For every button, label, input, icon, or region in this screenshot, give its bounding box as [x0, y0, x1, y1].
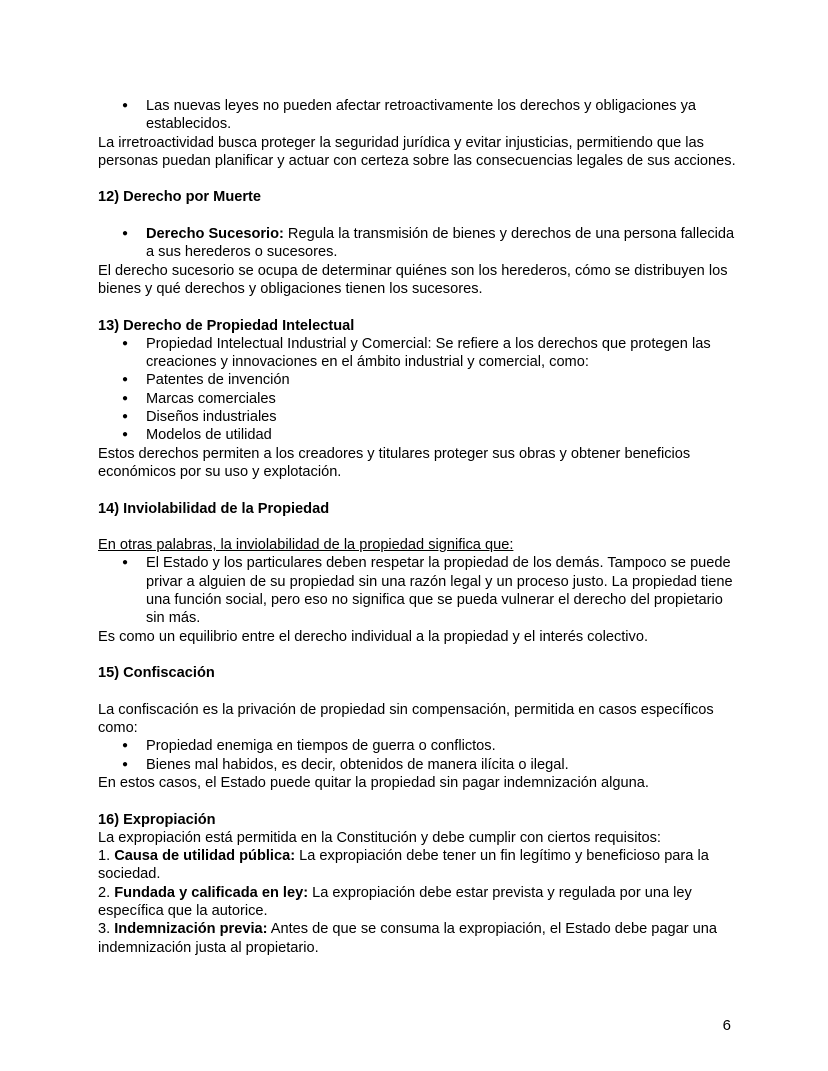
- numbered-item: [98, 884, 738, 921]
- paragraph: Estos derechos permiten a los creadores y titulares proteger sus obras y obtener beneficios económicos por su uso y explotación.: [98, 445, 691, 480]
- list-item: [98, 225, 738, 262]
- s12-list: [98, 225, 738, 262]
- list-item: ● Patentes de invención: [98, 371, 738, 389]
- list-item: ● Diseños industriales: [98, 408, 738, 426]
- bold-term: Indemnización previa:: [114, 921, 268, 938]
- bold-term: Derecho Sucesorio:: [146, 226, 284, 243]
- s14-list: [98, 554, 738, 627]
- list-item: ● Marcas comerciales: [98, 390, 738, 408]
- item-number: 2.: [98, 884, 115, 901]
- numbered-item: [98, 847, 738, 884]
- s13-list: [98, 335, 738, 445]
- underlined-lead: En otras palabras, la inviolabilidad de la propiedad significa que:: [98, 537, 514, 554]
- bold-term: Fundada y calificada en ley:: [114, 884, 309, 901]
- item-text: Antes de que se consuma la expropiación, el Estado debe pagar una indemnización justa al propietario.: [98, 921, 717, 956]
- list-item: ● Modelos de utilidad: [98, 426, 738, 444]
- s15-list: [98, 737, 738, 774]
- section-heading-16: 16) Expropiación: [98, 811, 216, 828]
- list-item: ● El Estado y los particulares deben respetar la propiedad de los demás. Tampoco se puede privar a alguien de su propiedad sin una razón legal y un proceso justo. La propiedad tiene una función social, pero eso no significa que se pueda vulnerar el derecho del propietario sin más.: [98, 554, 738, 627]
- item-text: La expropiación debe tener un fin legítimo y beneficioso para la sociedad.: [98, 848, 709, 883]
- item-number: 1.: [98, 848, 115, 865]
- page-number: 6: [722, 1017, 731, 1034]
- paragraph: La irretroactividad busca proteger la seguridad jurídica y evitar injusticias, permitiendo que las personas puedan planificar y actuar con certeza sobre las consecuencias legales de sus acciones.: [98, 134, 736, 169]
- paragraph: La expropiación está permitida en la Constitución y debe cumplir con ciertos requisitos:: [98, 829, 661, 846]
- item-text: La expropiación debe estar prevista y regulada por una ley específica que la autorice.: [98, 884, 692, 920]
- intro-list: [98, 97, 738, 134]
- page-content: [98, 97, 738, 957]
- section-heading-14: 14) Inviolabilidad de la Propiedad: [98, 500, 330, 517]
- paragraph: En estos casos, el Estado puede quitar la propiedad sin pagar indemnización alguna.: [98, 774, 649, 791]
- list-item-text: Regula la transmisión de bienes y derechos de una persona fallecida a sus herederos o sucesores.: [146, 226, 735, 261]
- section-heading-15: 15) Confiscación: [98, 665, 215, 682]
- list-item: ● Las nuevas leyes no pueden afectar retroactivamente los derechos y obligaciones ya establecidos.: [98, 97, 738, 134]
- list-item: ● Propiedad Intelectual Industrial y Comercial: Se refiere a los derechos que protegen las creaciones y innovaciones en el ámbito industrial y comercial, como:: [98, 335, 738, 372]
- paragraph: El derecho sucesorio se ocupa de determinar quiénes son los herederos, cómo se distribuyen los bienes y qué derechos y obligaciones tienen los sucesores.: [98, 262, 728, 297]
- paragraph: La confiscación es la privación de propiedad sin compensación, permitida en casos específicos como:: [98, 701, 714, 737]
- list-item: ● Bienes mal habidos, es decir, obtenidos de manera ilícita o ilegal.: [98, 756, 738, 774]
- item-number: 3.: [98, 921, 115, 938]
- paragraph: Es como un equilibrio entre el derecho individual a la propiedad y el interés colectivo.: [98, 628, 649, 645]
- bold-term: Causa de utilidad pública:: [114, 848, 296, 865]
- list-item: ● Propiedad enemiga en tiempos de guerra o conflictos.: [98, 737, 738, 755]
- numbered-item: [98, 920, 738, 957]
- section-heading-13: 13) Derecho de Propiedad Intelectual: [98, 317, 355, 334]
- section-heading-12: 12) Derecho por Muerte: [98, 189, 262, 206]
